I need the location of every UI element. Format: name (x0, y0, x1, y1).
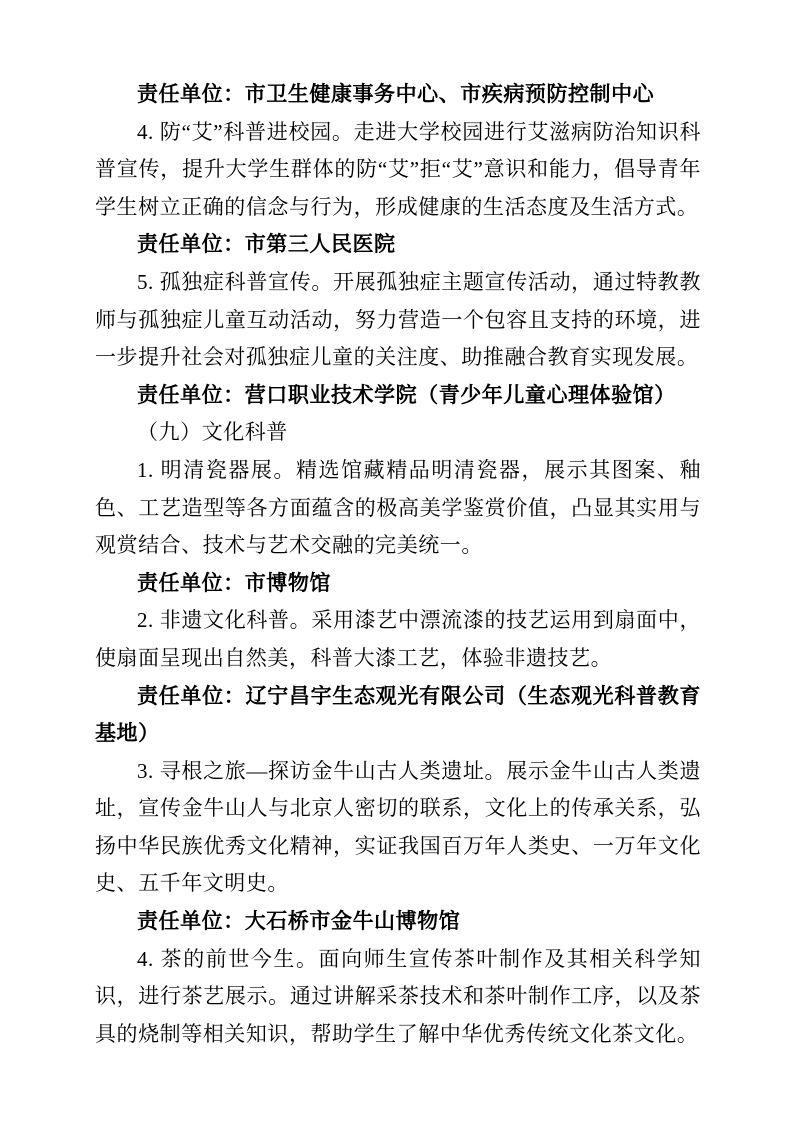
body-paragraph: 1. 明清瓷器展。精选馆藏精品明清瓷器，展示其图案、釉色、工艺造型等各方面蕴含的极高美学鉴赏价值，凸显其实用与观赏结合、技术与艺术交融的完美统一。 (95, 457, 701, 558)
body-paragraph: 2. 非遗文化科普。采用漆艺中漂流漆的技艺运用到扇面中，使扇面呈现出自然美，科普大漆工艺，体验非遗技艺。 (95, 608, 701, 670)
responsible-unit-heading: 责任单位：大石桥市金牛山博物馆 (137, 910, 461, 934)
document-content (95, 76, 701, 1053)
body-paragraph: 4. 防“艾”科普进校园。走进大学校园进行艾滋病防治知识科普宣传，提升大学生群体的防“艾”拒“艾”意识和能力，倡导青年学生树立正确的信念与行为，形成健康的生活态度及生活方式。 (95, 119, 701, 219)
responsible-unit-heading: 责任单位：市博物馆 (137, 571, 331, 595)
responsible-unit-heading: 责任单位：辽宁昌宇生态观光有限公司（生态观光科普教育基地） (95, 684, 701, 746)
section-heading: （九）文化科普 (137, 420, 288, 445)
responsible-unit-heading: 责任单位：市卫生健康事务中心、市疾病预防控制中心 (137, 83, 655, 106)
responsible-unit-heading: 责任单位：营口职业技术学院（青少年儿童心理体验馆） (137, 383, 676, 407)
responsible-unit-heading: 责任单位：市第三人民医院 (137, 233, 396, 257)
body-paragraph: 5. 孤独症科普宣传。开展孤独症主题宣传活动，通过特教教师与孤独症儿童互动活动，努力营造一个包容且支持的环境，进一步提升社会对孤独症儿童的关注度、助推融合教育实现发展。 (95, 269, 701, 370)
body-paragraph: 3. 寻根之旅—探访金牛山古人类遗址。展示金牛山古人类遗址，宣传金牛山人与北京人密切的联系，文化上的传承关系，弘扬中华民族优秀文化精神，实证我国百万年人类史、一万年文化史、五千年文明史。 (95, 758, 701, 896)
body-paragraph: 4. 茶的前世今生。面向师生宣传茶叶制作及其相关科学知识，进行茶艺展示。通过讲解采茶技术和茶叶制作工序，以及茶具的烧制等相关知识，帮助学生了解中华优秀传统文化茶文化。 (95, 946, 701, 1046)
